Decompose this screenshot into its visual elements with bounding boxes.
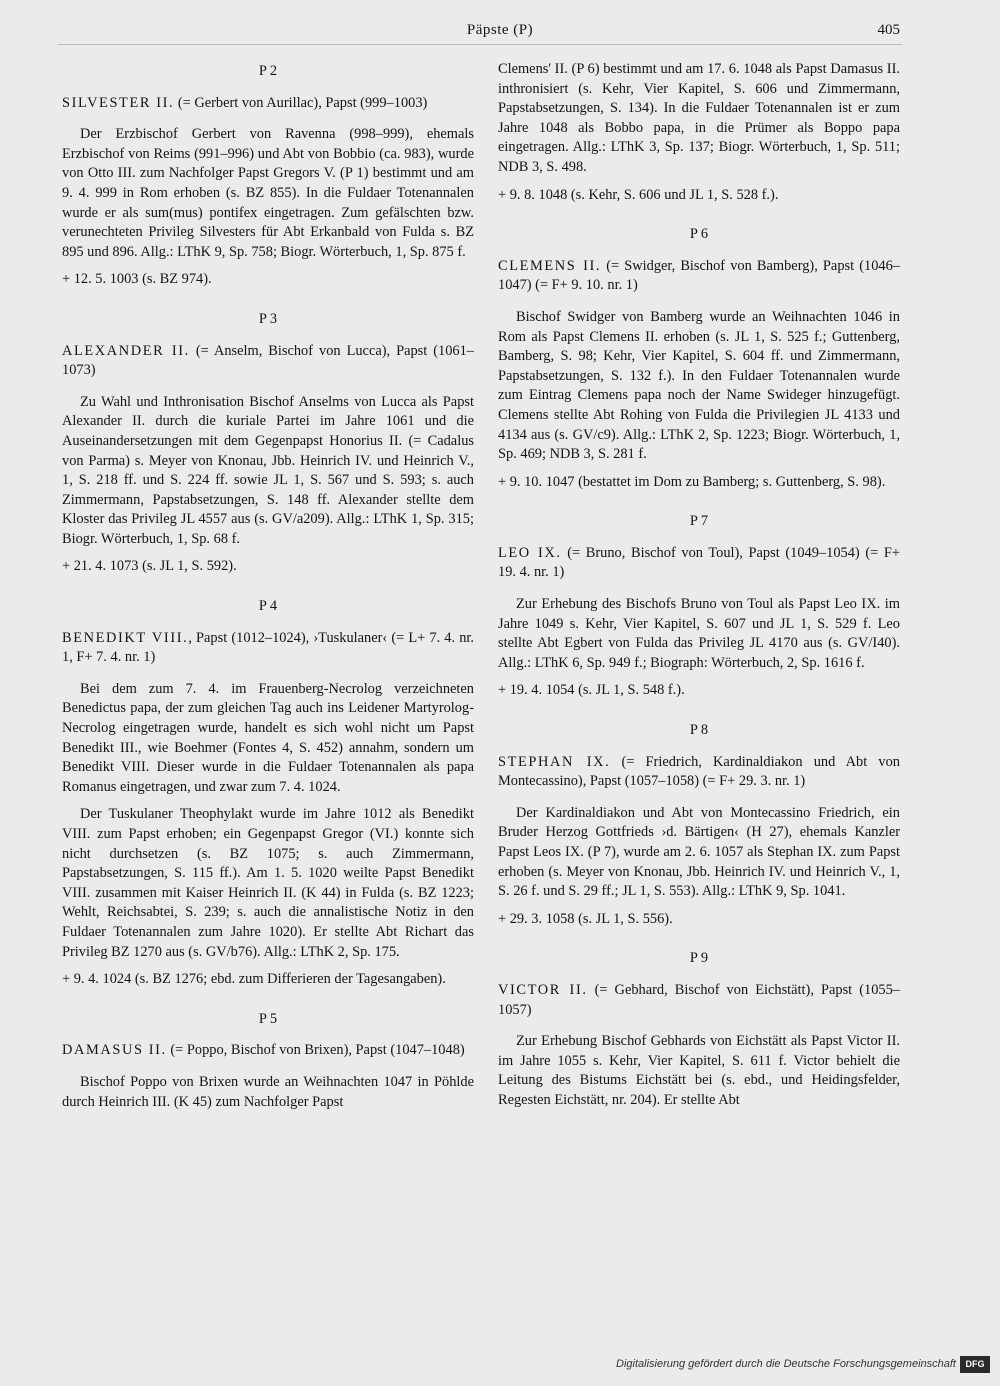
entry-heading-rest: (= Friedrich, Kardinaldiakon und Abt von Montecassino), Papst (1057–1058) (= F+ 29. 3. nr. 1)	[498, 753, 900, 790]
entry-heading	[498, 544, 900, 583]
entry-name: SILVESTER II.	[62, 94, 175, 111]
section-number: P 7	[689, 513, 709, 530]
entry-heading-rest: (= Anselm, Bischof von Lucca), Papst (1061–1073)	[62, 342, 474, 379]
entry-paragraph: Der Kardinaldiakon und Abt von Montecassino Friedrich, ein Bruder Herzog Gottfrieds ›d. Bärtigen‹ (H 27), ehemals Kanzler Papst Leos IX. (P 7), wurde am 2. 6. 1057 als Stephan IX. zum Papst erhoben (s. Meyer von Knonau, Jbb. Heinrich IV. und Heinrich V., 1, S. 26 f. und S. 29 ff.; JL 1, S. 553). Allg.: LThK 9, Sp. 1041.	[498, 804, 900, 900]
entry-paragraph: Bei dem zum 7. 4. im Frauenberg-Necrolog verzeichneten Benedictus papa, der zum gleichen Tag auch ins Leidener Martyrolog-Necrolog eingetragen wurde, handelt es sich wohl nicht um Papst Benedikt III., wie Boehmer (Fontes 4, S. 452) annahm, sondern um Benedikt VIII. Dieser wurde in die Fuldaer Totenannalen als papa Romanus eingetragen, und zwar zum 7. 4. 1024.	[62, 680, 474, 795]
entry-heading	[498, 981, 900, 1020]
entry-name: CLEMENS II.	[498, 257, 602, 274]
entry-name: ALEXANDER II.	[62, 342, 190, 359]
death-date: + 21. 4. 1073 (s. JL 1, S. 592).	[62, 558, 237, 575]
entry-heading-rest: (= Swidger, Bischof von Bamberg), Papst (1046–1047) (= F+ 9. 10. nr. 1)	[498, 257, 901, 294]
entry-name: BENEDIKT VIII.	[62, 629, 189, 646]
entry-heading	[62, 1041, 474, 1061]
death-date: + 9. 8. 1048 (s. Kehr, S. 606 und JL 1, S. 528 f.).	[498, 186, 779, 203]
entry-heading-rest: (= Poppo, Bischof von Brixen), Papst (1047–1048)	[166, 1042, 465, 1059]
entry-heading	[498, 257, 900, 296]
entry-heading	[62, 629, 474, 668]
page-number: 405	[877, 22, 900, 38]
header-rule	[58, 44, 902, 45]
entry-name: DAMASUS II.	[62, 1042, 167, 1059]
death-date: + 19. 4. 1054 (s. JL 1, S. 548 f.).	[498, 682, 685, 699]
entry-heading	[498, 753, 900, 792]
entry-paragraph: Zur Erhebung des Bischofs Bruno von Toul als Papst Leo IX. im Jahre 1049 s. Kehr, Vier Kapitel, S. 607 und JL 1, S. 529 f. Leo stellte Abt Egbert von Fulda das Privileg JL 4170 aus (s. GV/I40). Allg.: LThK 6, Sp. 949 f.; Biograph: Wörterbuch, 2, Sp. 1616 f.	[498, 596, 900, 671]
dfg-logo: DFG	[960, 1356, 990, 1373]
entry-name: VICTOR II.	[498, 981, 588, 998]
running-header: Päpste (P)	[466, 22, 534, 38]
death-date: + 9. 10. 1047 (bestattet im Dom zu Bamberg; s. Guttenberg, S. 98).	[498, 473, 886, 490]
left-column	[62, 60, 474, 1120]
entry-name: STEPHAN IX.	[498, 753, 611, 770]
entry-name: LEO IX.	[498, 544, 562, 561]
entry-paragraph: Bischof Poppo von Brixen wurde an Weihnachten 1047 in Pöhlde durch Heinrich III. (K 45) zum Nachfolger Papst	[62, 1073, 474, 1110]
entry-heading	[62, 94, 474, 114]
entry-heading-rest: (= Gebhard, Bischof von Eichstätt), Papst (1055–1057)	[498, 981, 900, 1018]
death-date: + 9. 4. 1024 (s. BZ 1276; ebd. zum Differieren der Tagesangaben).	[62, 971, 446, 988]
section-number: P 3	[258, 310, 278, 327]
entry-heading	[62, 342, 474, 381]
entry-paragraph-continued: Clemens' II. (P 6) bestimmt und am 17. 6. 1048 als Papst Damasus II. inthronisiert (s. Kehr, Vier Kapitel, S. 606 und Zimmermann, Papstabsetzungen, S. 134). In die Fuldaer Totenannalen ist er zum Jahre 1048 als Bobbo papa, in die Prümer als Boppo papa eingetragen. Allg.: LThK 3, Sp. 137; Biogr. Wörterbuch, 1, Sp. 511; NDB 3, S. 498.	[498, 61, 900, 175]
funding-notice: Digitalisierung gefördert durch die Deutsche Forschungsgemeinschaft	[616, 1358, 956, 1370]
entry-paragraph: Bischof Swidger von Bamberg wurde an Weihnachten 1046 in Rom als Papst Clemens II. erhoben (s. JL 1, S. 525 f.; Guttenberg, Bamberg, S. 98; Kehr, Vier Kapitel, S. 604 ff. und Zimmermann, Papstabsetzungen, S. 132 f.). In den Fuldaer Totenannalen wurde zum Eintrag Clemens papa noch der Name Swideger hinzugefügt. Clemens stellte Abt Rohing von Fulda die Privilegien JL 4133 und 4134 aus (s. GV/c9). Allg.: LThK 2, Sp. 1223; Biogr. Wörterbuch, 1, Sp. 469; NDB 3, S. 281 f.	[498, 308, 900, 463]
entry-heading-rest: (= Bruno, Bischof von Toul), Papst (1049–1054) (= F+ 19. 4. nr. 1)	[498, 544, 900, 581]
right-column	[498, 60, 900, 1119]
section-number: P 4	[258, 598, 278, 615]
section-number: P 5	[258, 1010, 278, 1027]
entry-heading-rest: (= Gerbert von Aurillac), Papst (999–1003)	[174, 94, 428, 111]
entry-heading-rest: , Papst (1012–1024), ›Tuskulaner‹ (= L+ 7. 4. nr. 1, F+ 7. 4. nr. 1)	[62, 629, 474, 666]
section-number: P 2	[258, 63, 278, 79]
entry-paragraph: Zu Wahl und Inthronisation Bischof Anselms von Lucca als Papst Alexander II. durch die kuriale Partei im Jahre 1061 und die Auseinandersetzungen mit dem Gegenpapst Honorius II. (= Cadalus von Parma) s. Meyer von Knonau, Jbb. Heinrich IV. und Heinrich V., 1, S. 218 ff. und S. 224 ff. sowie JL 1, S. 567 und S. 593; s. auch Zimmermann, Papstabsetzungen, S. 148 ff. Alexander stellte dem Kloster das Privileg JL 4557 aus (s. GV/a209). Allg.: LThK 1, Sp. 315; Biogr. Wörterbuch, 1, Sp. 68 f.	[62, 393, 474, 547]
entry-paragraph: Zur Erhebung Bischof Gebhards von Eichstätt als Papst Victor II. im Jahre 1055 s. Kehr, Vier Kapitel, S. 611 f. Victor behielt die Leitung des Bistums Eichstätt bei (s. ebd., und Heidingsfelder, Regesten Eichstätt, nr. 204). Er stellte Abt	[498, 1033, 900, 1108]
death-date: + 12. 5. 1003 (s. BZ 974).	[62, 271, 212, 288]
entry-paragraph: Der Tuskulaner Theophylakt wurde im Jahre 1012 als Benedikt VIII. zum Papst erhoben; ein Gegenpapst Gregor (VI.) konnte sich nicht durchsetzen (s. BZ 1075; s. auch Zimmermann, Papstabsetzungen, S. 115 ff.). Am 1. 5. 1020 weilte Papst Benedikt VIII. zusammen mit Kaiser Heinrich II. (K 44) in Fulda (s. BZ 1223; Wehlt, Reichsabtei, S. 239; s. auch die annalistische Notiz in den Fuldaer Totenannalen zum Jahre 1020). Er stellte Abt Richart das Privileg BZ 1270 aus (s. GV/b76). Allg.: LThK 2, Sp. 175.	[62, 806, 474, 960]
section-number: P 6	[689, 226, 709, 243]
section-number: P 9	[689, 950, 709, 967]
death-date: + 29. 3. 1058 (s. JL 1, S. 556).	[498, 910, 673, 927]
section-number: P 8	[689, 722, 709, 739]
entry-paragraph: Der Erzbischof Gerbert von Ravenna (998–999), ehemals Erzbischof von Reims (991–996) und Abt von Bobbio (ca. 983), wurde von Otto III. zum Nachfolger Papst Gregors V. (P 1) bestimmt und am 9. 4. 999 in Rom erhoben (s. BZ 855). In die Fuldaer Totenannalen wurde er als sum(mus) pontifex eingetragen. Zum gefälschten bzw. verunechteten Privileg Silvesters für Abt Erkanbald von Fulda s. BZ 895 und 896. Allg.: LThK 9, Sp. 758; Biogr. Wörterbuch, 1, Sp. 875 f.	[62, 126, 474, 260]
